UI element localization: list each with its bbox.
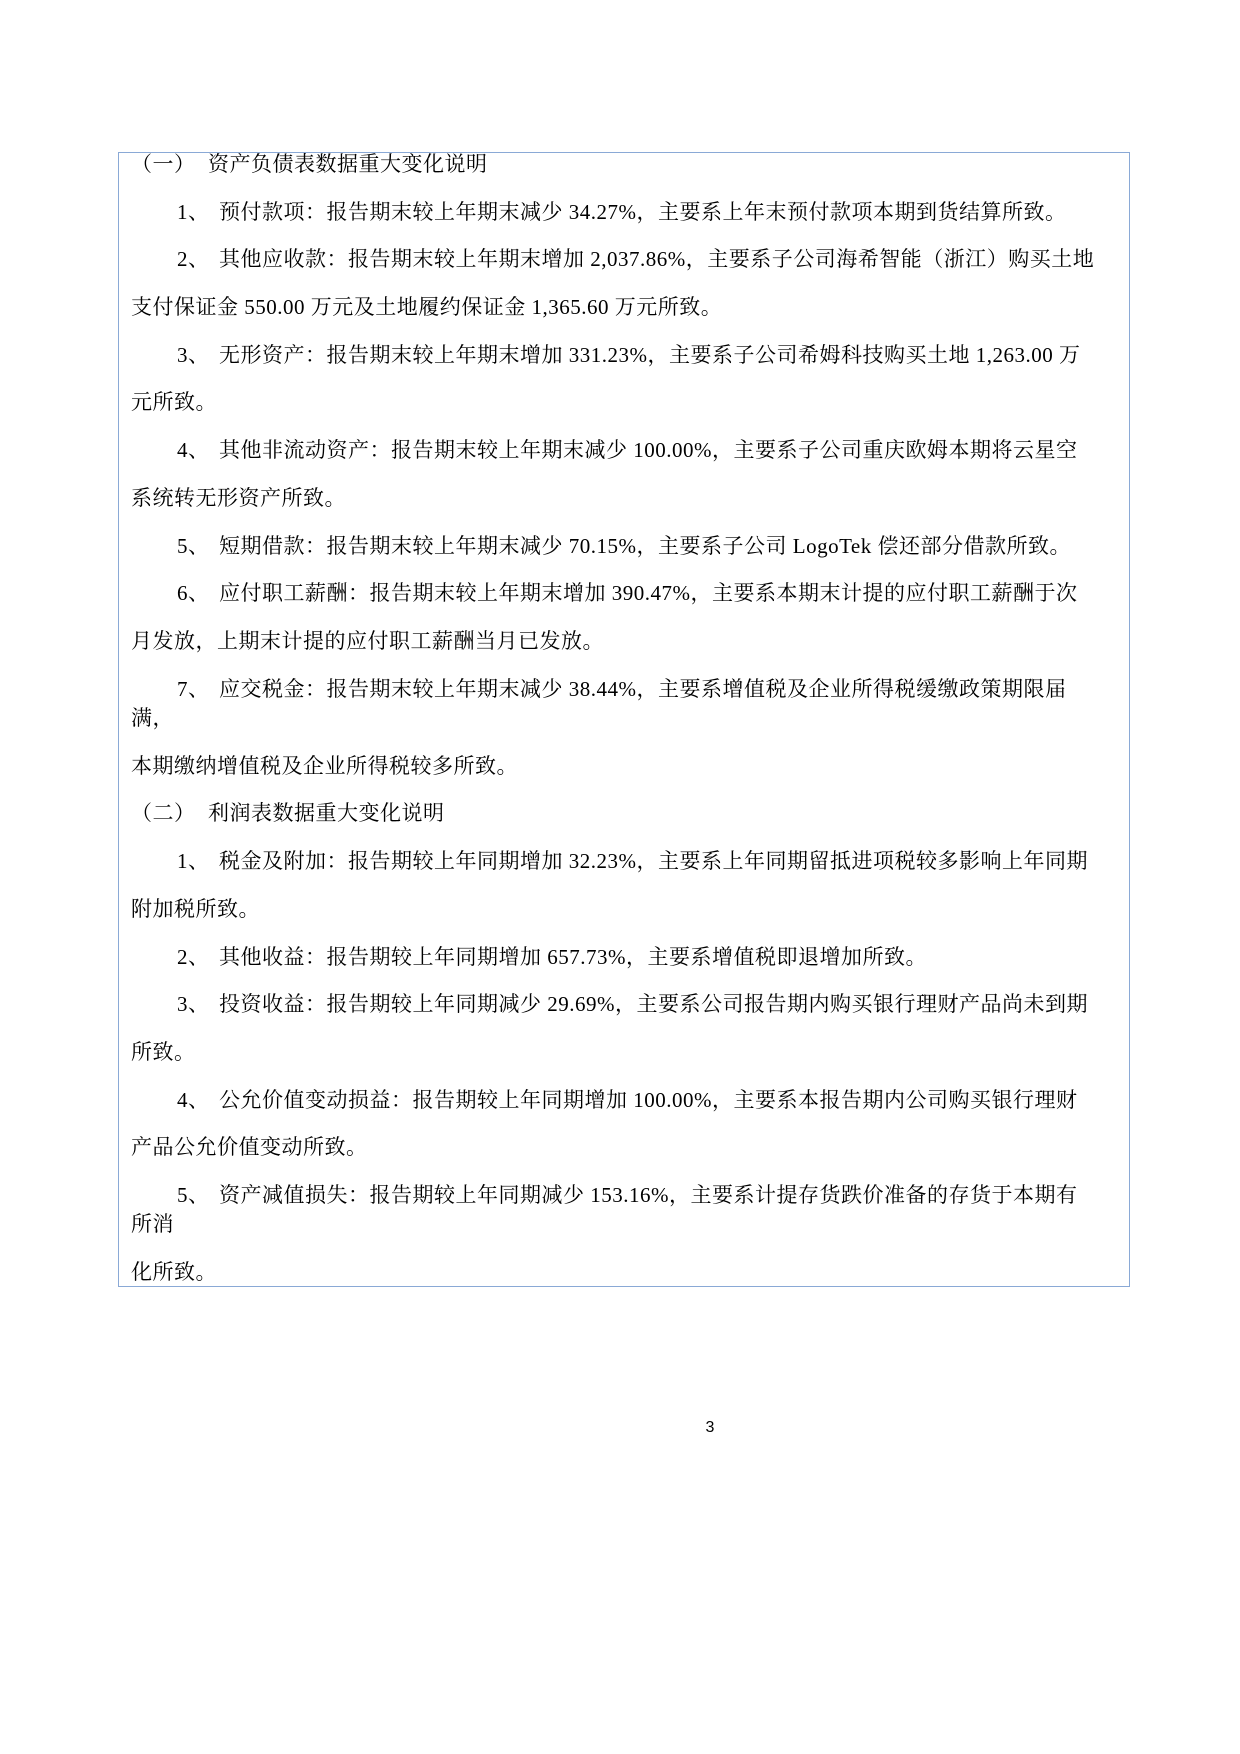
item-text: 资产减值损失：报告期较上年同期减少 153.16%，主要系计提存货跌价准备的存货于本期有 (219, 1182, 1078, 1207)
item-number: 5、 (177, 533, 210, 558)
item-text-line: 支付保证金 550.00 万元及土地履约保证金 1,365.60 万元所致。 (131, 295, 723, 320)
item-text: 无形资产：报告期末较上年期末增加 331.23%，主要系子公司希姆科技购买土地 1,263.00 万 (219, 342, 1081, 367)
section-title: 资产负债表数据重大变化说明 (208, 152, 488, 176)
item-text-line: 化所致。 (131, 1260, 217, 1285)
item-number: 4、 (177, 1087, 210, 1112)
section-title: 利润表数据重大变化说明 (208, 801, 445, 826)
item-number: 4、 (177, 438, 210, 463)
list-item (131, 675, 1126, 782)
item-number: 2、 (177, 247, 210, 272)
list-item (131, 198, 1126, 228)
document-body (131, 150, 1126, 1306)
item-number: 5、 (177, 1182, 210, 1207)
item-text: 其他收益：报告期较上年同期增加 657.73%，主要系增值税即退增加所致。 (219, 944, 927, 969)
list-item (131, 1181, 1126, 1288)
item-text: 税金及附加：报告期较上年同期增加 32.23%，主要系上年同期留抵进项税较多影响上年同期 (219, 849, 1088, 874)
item-number: 6、 (177, 581, 210, 606)
item-text-line: 系统转无形资产所致。 (131, 485, 346, 510)
item-text-line: 元所致。 (131, 390, 217, 415)
item-text: 短期借款：报告期末较上年期末减少 70.15%，主要系子公司 LogoTek 偿还部分借款所致。 (219, 533, 1071, 558)
list-item (131, 245, 1126, 322)
section-number: （二） (131, 801, 196, 826)
list-item (131, 532, 1126, 562)
item-text-line: 所消 (131, 1212, 174, 1237)
list-item (131, 943, 1126, 973)
item-text-line: 附加税所致。 (131, 896, 260, 921)
item-text: 其他非流动资产：报告期末较上年期末减少 100.00%，主要系子公司重庆欧姆本期将云星空 (219, 438, 1078, 463)
item-text: 公允价值变动损益：报告期较上年同期增加 100.00%，主要系本报告期内公司购买银行理财 (219, 1087, 1078, 1112)
item-text-line: 本期缴纳增值税及企业所得税较多所致。 (131, 753, 518, 778)
list-item (131, 341, 1126, 418)
list-item (131, 847, 1126, 924)
item-text-line: 产品公允价值变动所致。 (131, 1135, 368, 1160)
item-text: 投资收益：报告期较上年同期减少 29.69%，主要系公司报告期内购买银行理财产品尚未到期 (219, 992, 1088, 1017)
item-number: 1、 (177, 199, 210, 224)
section-heading (131, 150, 1126, 180)
item-number: 3、 (177, 342, 210, 367)
page-number: 3 (705, 1419, 715, 1436)
list-item (131, 436, 1126, 513)
item-number: 2、 (177, 944, 210, 969)
item-text: 其他应收款：报告期末较上年期末增加 2,037.86%，主要系子公司海希智能（浙江）购买土地 (219, 247, 1095, 272)
item-text-line: 满， (131, 706, 174, 731)
item-number: 3、 (177, 992, 210, 1017)
item-text: 应付职工薪酬：报告期末较上年期末增加 390.47%，主要系本期末计提的应付职工薪酬于次 (219, 581, 1078, 606)
list-item (131, 1086, 1126, 1163)
item-number: 1、 (177, 849, 210, 874)
item-text: 预付款项：报告期末较上年期末减少 34.27%，主要系上年末预付款项本期到货结算所致。 (219, 199, 1067, 224)
item-number: 7、 (177, 676, 210, 701)
item-text-line: 所致。 (131, 1039, 196, 1064)
item-text-line: 月发放，上期末计提的应付职工薪酬当月已发放。 (131, 628, 604, 653)
section-number: （一） (131, 152, 196, 176)
section-heading (131, 799, 1126, 829)
item-text: 应交税金：报告期末较上年期末减少 38.44%，主要系增值税及企业所得税缓缴政策期限届 (219, 676, 1067, 701)
list-item (131, 579, 1126, 656)
list-item (131, 990, 1126, 1067)
